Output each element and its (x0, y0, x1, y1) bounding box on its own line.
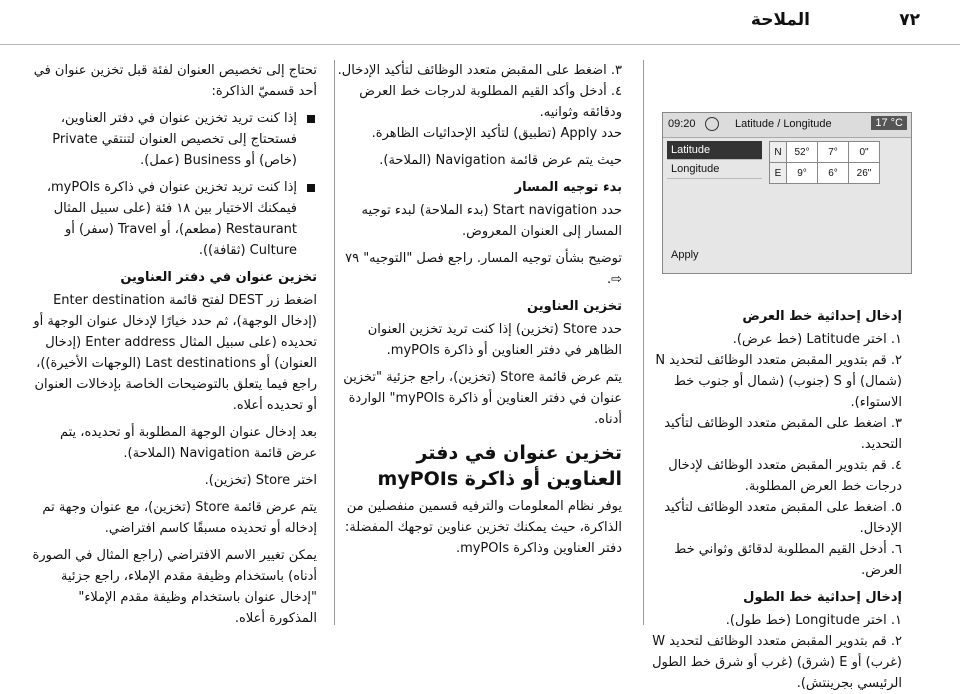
grid-cell: 0" (849, 142, 880, 163)
list-item: ٤. قم بتدوير المقبض متعدد الوظائف لإدخال درجات خط العرض المطلوبة. (668, 458, 902, 494)
lat-long-screen-image (662, 112, 912, 274)
grid-cell: E (770, 163, 787, 184)
column-middle (337, 60, 622, 565)
grid-cell: N (770, 142, 787, 163)
page-header (0, 0, 960, 45)
list-item: ٢. قم بتدوير المقبض متعدد الوظائف لتحديد N (شمال) أو S (جنوب) (شمال أو جنوب خط الاستواء). (655, 353, 902, 410)
bullet-text: إذا كنت تريد تخزين عنوان في دفتر العناوين، فستحتاج إلى تخصيص العنوان لتنتقي Private (خاص) أو Business (عمل). (52, 111, 297, 168)
screen-apply-option: Apply (671, 249, 699, 261)
column-left (32, 60, 317, 635)
paragraph: تحتاج إلى تخصيص العنوان لفئة قبل تخزين عنوان في أحد قسميّ الذاكرة: (33, 63, 317, 99)
grid-cell: 26" (849, 163, 880, 184)
bullet-item (32, 177, 317, 261)
grid-cell: 9° (787, 163, 818, 184)
grid-cell: 7° (818, 142, 849, 163)
column-divider (643, 60, 644, 625)
paragraph: يتم عرض قائمة Store (تخزين)، راجع جزئية "تخزين عنوان في دفتر العناوين أو ذاكرة myPOIs" الواردة أدناه. (343, 370, 622, 427)
start-guidance-heading: بدء توجيه المسار (514, 180, 622, 195)
bullet-text: إذا كنت تريد تخزين عنوان في ذاكرة myPOIs، فيمكنك الاختيار بين ١٨ فئة (على سبيل المثال Restaurant (مطعم)، أو Travel (سفر) أو Culture (ثقافة)). (46, 180, 297, 258)
grid-cell: 52° (787, 142, 818, 163)
longitude-heading: إدخال إحداثية خط الطول (743, 590, 902, 605)
paragraph: اختر Store (تخزين). (204, 473, 317, 488)
chapter-title: الملاحة (750, 10, 810, 30)
bullet-square-icon (307, 184, 315, 192)
screen-temperature: 17 °C (871, 116, 907, 130)
paragraph: يوفر نظام المعلومات والترفيه قسمين منفصلين من الذاكرة، حيث يمكنك تخزين عناوين توجهك المفضلة: دفتر العناوين وذاكرة myPOIs. (344, 499, 622, 556)
screen-time: 09:20 (668, 118, 696, 130)
list-item: ٢. قم بتدوير المقبض متعدد الوظائف لتحديد W (غرب) أو E (شرق) (غرب أو شرق خط الطول الرئيسي بجرينتش). (652, 634, 902, 691)
list-item: ١. اختر Latitude (خط عرض). (732, 332, 902, 347)
grid-cell: 6° (818, 163, 849, 184)
list-item: ٣. اضغط على المقبض متعدد الوظائف لتأكيد الإدخال. (337, 63, 622, 78)
paragraph: يمكن تغيير الاسم الافتراضي (راجع المثال في الصورة أدناه) باستخدام وظيفة مقدم الإملاء، راجع جزئية "إدخال عنوان باستخدام وظيفة مقدم الإملاء" المذكورة أعلاه. (32, 548, 317, 626)
screen-menu (667, 141, 762, 179)
menu-item-latitude: Latitude (667, 141, 762, 160)
paragraph: حدد Start navigation (بدء الملاحة) لبدء توجيه المسار إلى العنوان المعروض. (361, 203, 622, 239)
screen-title: Latitude / Longitude (735, 118, 832, 130)
paragraph: يتم عرض قائمة Store (تخزين)، مع عنوان وجهة تم إدخاله أو تحديده مسبقًا كاسم افتراضي. (42, 500, 317, 536)
column-right (652, 300, 902, 694)
paragraph: بعد إدخال عنوان الوجهة المطلوبة أو تحديده، يتم عرض قائمة Navigation (الملاحة). (59, 425, 317, 461)
paragraph: حيث يتم عرض قائمة Navigation (الملاحة). (379, 153, 622, 168)
list-item: ١. اختر Longitude (خط طول). (725, 613, 902, 628)
paragraph: حدد Store (تخزين) إذا كنت تريد تخزين العنوان الظاهر في دفتر العناوين أو ذاكرة myPOIs. (367, 322, 622, 358)
address-book-heading: تخزين عنوان في دفتر العناوين (120, 270, 317, 285)
page-number: ٧٢ (899, 10, 920, 30)
store-addresses-heading: تخزين العناوين (527, 299, 622, 314)
menu-item-longitude: Longitude (667, 160, 762, 179)
list-item: ٥. اضغط على المقبض متعدد الوظائف لتأكيد الإدخال. (664, 500, 902, 536)
clock-icon (705, 117, 719, 131)
cross-reference: توضيح بشأن توجيه المسار. راجع فصل "التوجيه" ٧٩ ⇨. (345, 251, 622, 287)
coordinate-grid (769, 141, 880, 184)
list-item: ٤. أدخل وأكد القيم المطلوبة لدرجات خط العرض ودقائقه وثوانيه. (359, 84, 622, 120)
latitude-heading: إدخال إحداثية خط العرض (742, 309, 902, 324)
section-heading: تخزين عنوان في دفتر العناوين أو ذاكرة myPOIs (377, 442, 622, 490)
column-divider (334, 60, 335, 625)
paragraph: حدد Apply (تطبيق) لتأكيد الإحداثيات الظاهرة. (371, 126, 622, 141)
bullet-square-icon (307, 115, 315, 123)
bullet-item (32, 108, 317, 171)
list-item: ٦. أدخل القيم المطلوبة لدقائق وثواني خط العرض. (674, 542, 902, 578)
screen-status-bar (663, 113, 911, 138)
paragraph: اضغط زر DEST لفتح قائمة Enter destination (إدخال الوجهة)، ثم حدد خيارًا لإدخال عنوان الوجهة أو تحديده (على سبيل المثال Enter address (إدخال العنوان) أو Last destinations (الوجهات الأخيرة))، راجع فيما يتعلق بالتوضيحات الخاصة بإدخالات العنوان أو تحديده أعلاه. (33, 293, 317, 413)
list-item: ٣. اضغط على المقبض متعدد الوظائف لتأكيد التحديد. (664, 416, 902, 452)
